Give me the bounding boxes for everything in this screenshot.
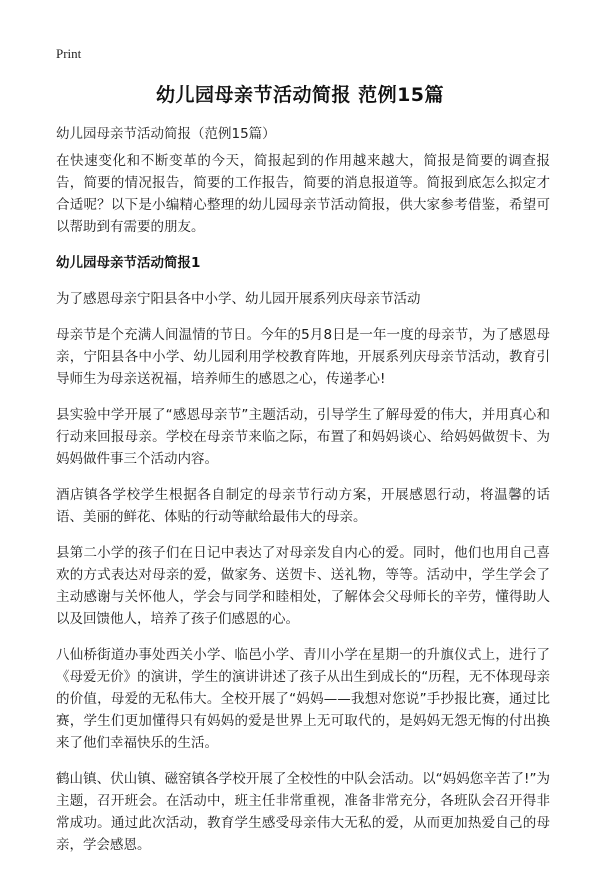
body-paragraph: 酒店镇各学校学生根据各自制定的母亲节行动方案，开展感恩行动，将温馨的话语、美丽的鲜花、体贴的行动等献给最伟大的母亲。 xyxy=(56,487,550,525)
section-heading: 幼儿园母亲节活动简报1 xyxy=(56,255,201,271)
body-paragraph: 县实验中学开展了“感恩母亲节”主题活动，引导学生了解母爱的伟大，并用真心和行动来回报母亲。学校在母亲节来临之际，布置了和妈妈谈心、给妈妈做贺卡、为妈妈做件事三个活动内容。 xyxy=(56,407,550,467)
body-paragraph: 为了感恩母亲宁阳县各中小学、幼儿园开展系列庆母亲节活动 xyxy=(56,291,421,307)
page-title: 幼儿园母亲节活动简报 范例15篇 xyxy=(155,84,445,106)
body-paragraph: 鹤山镇、伏山镇、磁窑镇各学校开展了全校性的中队会活动。以“妈妈您辛苦了!”为主题，召开班会。在活动中，班主任非常重视，准备非常充分，各班队会召开得非常成功。通过此次活动，教育学生感受母亲伟大无私的爱，从而更加热爱自己的母亲，学会感恩。 xyxy=(56,771,550,853)
intro-paragraph: 在快速变化和不断变革的今天，简报起到的作用越来越大，简报是简要的调查报告，简要的情况报告，简要的工作报告，简要的消息报道等。简报到底怎么拟定才合适呢？以下是小编精心整理的幼儿园母亲节活动简报，供大家参考借鉴，希望可以帮助到有需要的朋友。 xyxy=(56,153,550,235)
body-paragraph: 母亲节是个充满人间温情的节日。今年的5月8日是一年一度的母亲节，为了感恩母亲，宁阳县各中小学、幼儿园利用学校教育阵地，开展系列庆母亲节活动，教育引导师生为母亲送祝福，培养师生的感恩之心，传递孝心! xyxy=(56,327,550,387)
document-subtitle: 幼儿园母亲节活动简报（范例15篇） xyxy=(56,126,276,142)
print-link[interactable]: Print xyxy=(56,46,82,61)
body-paragraph: 八仙桥街道办事处西关小学、临邑小学、青川小学在星期一的升旗仪式上，进行了《母爱无价》的演讲，学生的演讲讲述了孩子从出生到成长的“历程，无不体现母亲的价值，母爱的无私伟大。全校开展了“妈妈——我想对您说”手抄报比赛，通过比赛，学生们更加懂得只有妈妈的爱是世界上无可取代的，是妈妈无怨无悔的付出换来了他们幸福快乐的生活。 xyxy=(56,647,550,751)
body-paragraph: 县第二小学的孩子们在日记中表达了对母亲发自内心的爱。同时，他们也用自己喜欢的方式表达对母亲的爱，做家务、送贺卡、送礼物，等等。活动中，学生学会了主动感谢与关怀他人，学会与同学和睦相处，了解体会父母师长的辛劳，懂得助人以及回馈他人，培养了孩子们感恩的心。 xyxy=(56,545,550,627)
document-body xyxy=(56,150,550,870)
